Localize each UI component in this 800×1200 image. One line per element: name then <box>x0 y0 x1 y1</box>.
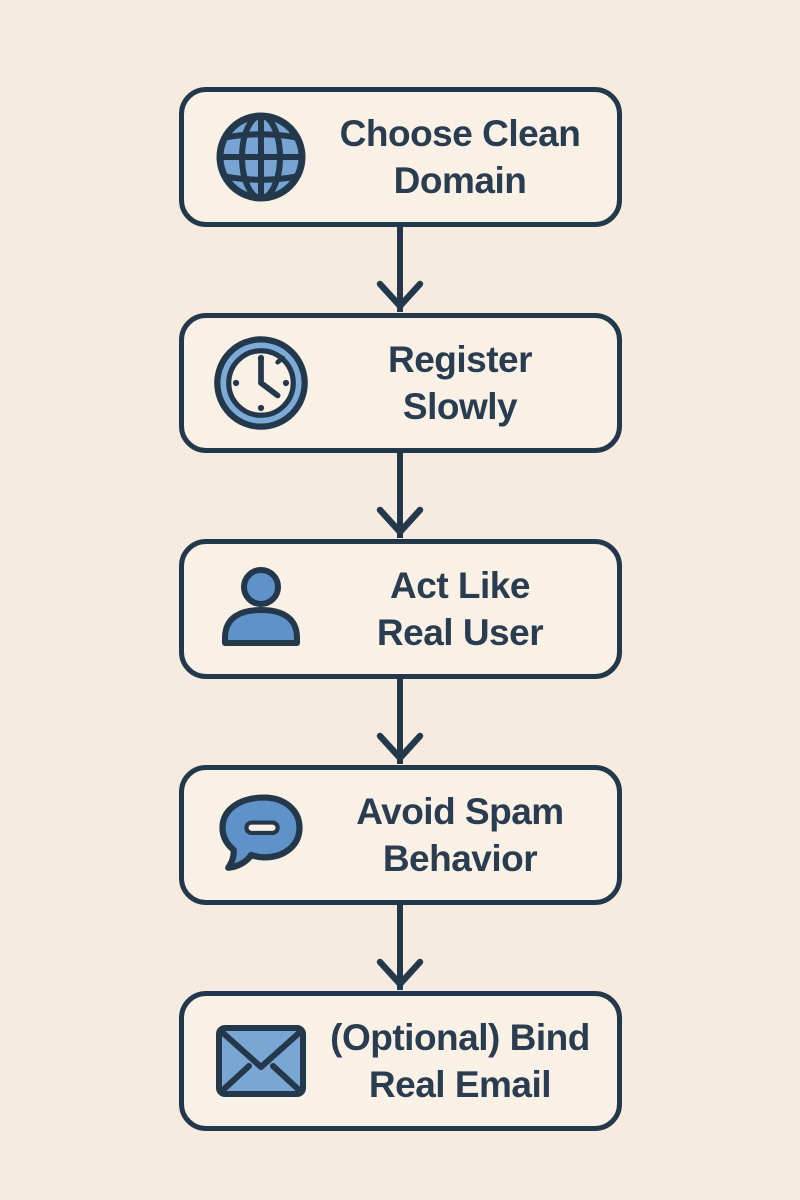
flow-step-choose-clean-domain <box>179 87 622 227</box>
flow-step-act-like-real-user <box>179 539 622 679</box>
arrow-down-connector <box>374 679 426 765</box>
user-icon <box>208 554 314 664</box>
step-label: Act Like Real User <box>376 564 544 653</box>
step-label: (Optional) Bind Real Email <box>330 1016 590 1105</box>
step-label: Choose Clean Domain <box>339 112 581 201</box>
flow-step-register-slowly <box>179 313 622 453</box>
envelope-icon <box>208 1006 314 1116</box>
flow-step-avoid-spam-behavior <box>179 765 622 905</box>
flow-step-optional-bind-real-email <box>179 991 622 1131</box>
arrow-down-connector <box>374 453 426 539</box>
clock-icon <box>208 328 314 438</box>
arrow-down-connector <box>374 905 426 991</box>
chat-bubble-minus-icon <box>208 780 314 890</box>
step-label: Register Slowly <box>387 338 533 427</box>
step-label: Avoid Spam Behavior <box>356 790 564 879</box>
globe-icon <box>208 102 314 212</box>
arrow-down-connector <box>374 227 426 313</box>
